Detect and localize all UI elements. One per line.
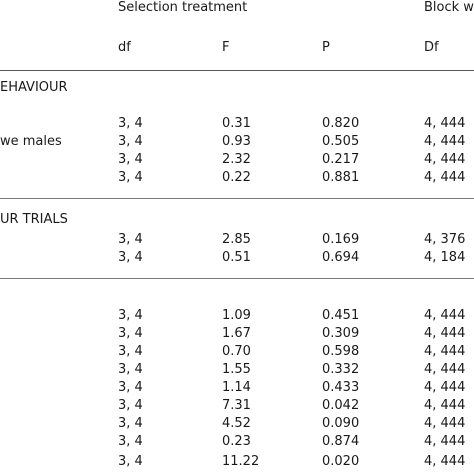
cell-bdf: 4, 184 <box>424 250 466 265</box>
row-label: we males <box>0 134 62 149</box>
cell-f: 1.67 <box>222 326 251 341</box>
cell-df: 3, 4 <box>118 454 143 469</box>
cell-bdf: 4, 444 <box>424 170 466 185</box>
header-selection-treatment: Selection treatment <box>118 0 248 15</box>
cell-p: 0.874 <box>322 434 360 449</box>
cell-df: 3, 4 <box>118 416 143 431</box>
cell-p: 0.505 <box>322 134 360 149</box>
header-p: P <box>322 40 330 55</box>
cell-bdf: 4, 444 <box>424 398 466 413</box>
cell-df: 3, 4 <box>118 134 143 149</box>
cell-f: 0.23 <box>222 434 251 449</box>
cell-bdf: 4, 444 <box>424 344 466 359</box>
header-block: Block w <box>424 0 474 15</box>
cell-f: 2.85 <box>222 232 251 247</box>
header-rule <box>0 70 474 71</box>
cell-f: 4.52 <box>222 416 251 431</box>
cell-f: 11.22 <box>222 454 260 469</box>
cell-bdf: 4, 444 <box>424 326 466 341</box>
cell-f: 0.31 <box>222 116 251 131</box>
cell-p: 0.042 <box>322 398 360 413</box>
cell-bdf: 4, 444 <box>424 152 466 167</box>
section-label-behaviour: EHAVIOUR <box>0 80 68 95</box>
cell-p: 0.820 <box>322 116 360 131</box>
cell-p: 0.020 <box>322 454 360 469</box>
cell-df: 3, 4 <box>118 250 143 265</box>
cell-df: 3, 4 <box>118 326 143 341</box>
cell-p: 0.881 <box>322 170 360 185</box>
cell-p: 0.217 <box>322 152 360 167</box>
cell-bdf: 4, 444 <box>424 416 466 431</box>
cell-f: 0.93 <box>222 134 251 149</box>
cell-bdf: 4, 444 <box>424 134 466 149</box>
cell-df: 3, 4 <box>118 116 143 131</box>
cell-f: 0.22 <box>222 170 251 185</box>
cell-f: 0.70 <box>222 344 251 359</box>
cell-p: 0.169 <box>322 232 360 247</box>
cell-bdf: 4, 444 <box>424 380 466 395</box>
cell-df: 3, 4 <box>118 380 143 395</box>
cell-f: 0.51 <box>222 250 251 265</box>
cell-p: 0.309 <box>322 326 360 341</box>
section-label-trials: UR TRIALS <box>0 212 68 227</box>
section-rule <box>0 278 474 279</box>
header-f: F <box>222 40 230 55</box>
cell-p: 0.433 <box>322 380 360 395</box>
cell-bdf: 4, 444 <box>424 362 466 377</box>
cell-p: 0.332 <box>322 362 360 377</box>
cell-df: 3, 4 <box>118 398 143 413</box>
cell-df: 3, 4 <box>118 232 143 247</box>
cell-p: 0.598 <box>322 344 360 359</box>
cell-bdf: 4, 444 <box>424 308 466 323</box>
cell-df: 3, 4 <box>118 170 143 185</box>
header-df2: Df <box>424 40 439 55</box>
cell-f: 7.31 <box>222 398 251 413</box>
cell-f: 1.09 <box>222 308 251 323</box>
cell-df: 3, 4 <box>118 434 143 449</box>
cell-p: 0.451 <box>322 308 360 323</box>
cell-f: 1.14 <box>222 380 251 395</box>
cell-bdf: 4, 444 <box>424 116 466 131</box>
header-df: df <box>118 40 131 55</box>
cell-bdf: 4, 444 <box>424 434 466 449</box>
cell-f: 1.55 <box>222 362 251 377</box>
cell-df: 3, 4 <box>118 152 143 167</box>
section-rule <box>0 198 474 199</box>
cell-df: 3, 4 <box>118 344 143 359</box>
cell-bdf: 4, 444 <box>424 454 466 469</box>
cell-p: 0.090 <box>322 416 360 431</box>
cell-f: 2.32 <box>222 152 251 167</box>
cell-p: 0.694 <box>322 250 360 265</box>
cell-df: 3, 4 <box>118 308 143 323</box>
cell-bdf: 4, 376 <box>424 232 466 247</box>
cell-df: 3, 4 <box>118 362 143 377</box>
